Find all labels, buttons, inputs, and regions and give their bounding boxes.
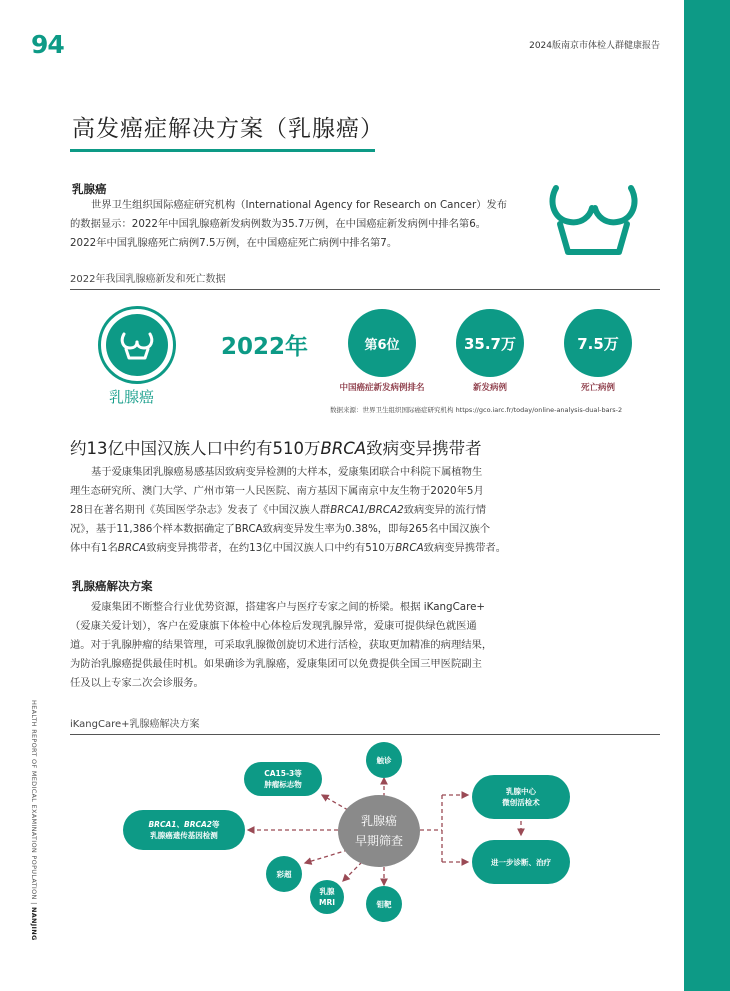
brca-line3-a: 28日在著名期刊《英国医学杂志》发表了《中国汉族人群: [70, 504, 331, 516]
palpation-node: 触诊: [366, 742, 402, 778]
brca-heading-post: 致病变异携带者: [366, 439, 482, 458]
center-node-line-1: 乳腺癌: [360, 814, 397, 828]
report-title: 2024版南京市体检人群健康报告: [529, 41, 660, 51]
side-caption: [30, 700, 38, 941]
brca-para-line-4: 况》，基于11,386个样本数据确定了BRCA致病变异发生率为0.38%，即每265名中国汉族个: [70, 523, 491, 535]
gene-test-node: [123, 810, 245, 850]
breast-icon: [546, 180, 641, 260]
solution-line-2: （爱康关爱计划），客户在爱康旗下体检中心体检后发现乳腺异常，爱康可提供绿色就医通: [70, 620, 477, 632]
stats-year: 2022年: [221, 334, 309, 360]
data-source: 数据来源：世界卫生组织国际癌症研究机构 https://gco.iarc.fr/today/online-analysis-dual-bars-2: [330, 406, 623, 414]
section-heading-breast-cancer: 乳腺癌: [72, 182, 107, 196]
brca-heading-gene: BRCA: [320, 439, 367, 458]
intro-line-3: 2022年中国乳腺癌死亡病例7.5万例，在中国癌症死亡病例中排名第7。: [70, 237, 398, 249]
solution-line-3: 道。对于乳腺肿瘤的结果管理，可采取乳腺微创旋切术进行活检，获取更加精准的病理结果，: [70, 639, 493, 651]
brca-heading: [70, 435, 482, 459]
stat-deaths-caption: 死亡病例: [580, 383, 615, 393]
side-caption-text: HEALTH REPORT OF MEDICAL EXAMINATION POPULATION |: [30, 700, 38, 907]
mri-line-2: MRI: [318, 898, 336, 907]
brca-line3-gene: BRCA1/BRCA2: [330, 504, 404, 516]
ca153-line-2: 肿瘤标志物: [264, 780, 302, 789]
breast-cancer-label: 乳腺癌: [109, 388, 155, 406]
tumor-marker-node: [244, 762, 322, 796]
solution-line-5: 任及以上专家二次会诊服务。: [70, 677, 204, 689]
stats-divider: [70, 289, 660, 290]
stat-rank-caption: 中国癌症新发病例排名: [339, 383, 425, 393]
brca-heading-pre: 约13亿中国汉族人口中约有510万: [70, 439, 321, 458]
stat-deaths-circle: 7.5万: [564, 309, 632, 377]
diagram-label: iKangCare+乳腺癌解决方案: [70, 719, 200, 730]
stats-section-label: 2022年我国乳腺癌新发和死亡数据: [70, 274, 226, 285]
brca-para-line-5: [70, 539, 620, 558]
breast-center-line-1: 乳腺中心: [506, 787, 536, 796]
page-title: 高发癌症解决方案（乳腺癌）: [72, 116, 384, 142]
intro-line-1: 世界卫生组织国际癌症研究机构（International Agency for Research on Cancer）发布: [91, 199, 508, 211]
early-screening-node: [338, 795, 420, 867]
brca-para-line-3: [70, 501, 610, 520]
page-number: 94: [31, 30, 64, 59]
gene-test-suffix: 等: [212, 820, 220, 829]
brca-line5-c: 致病变异携带者。: [423, 542, 507, 554]
mammography-node: 钼靶: [366, 886, 402, 922]
brca-line5-gene: BRCA: [117, 542, 147, 554]
ca153-line-1: CA15-3等: [264, 769, 302, 778]
stat-new-cases-caption: 新发病例: [472, 383, 507, 393]
breast-small-icon: [106, 314, 168, 376]
solution-line-4: 为防治乳腺癌提供最佳时机。如果确诊为乳腺癌，爱康集团可以免费提供全国三甲医院副主: [70, 658, 482, 670]
side-caption-city: NANJING: [30, 906, 38, 941]
side-color-bar: [684, 0, 730, 991]
brca-para-line-1: 基于爱康集团乳腺癌易感基因致病变异检测的大样本，爱康集团联合中科院下属植物生: [91, 466, 483, 478]
brca-line5-a: 体中有1名: [70, 542, 118, 554]
breast-center-line-2: 微创活检术: [502, 798, 540, 807]
gene-test-genes: BRCA1、BRCA2: [148, 820, 213, 829]
ultrasound-node: 彩超: [266, 856, 302, 892]
breast-badge: [106, 314, 168, 376]
title-underline: [70, 149, 375, 152]
breast-center-node: [472, 775, 570, 819]
stat-new-cases-circle: 35.7万: [456, 309, 524, 377]
gene-test-line-2: 乳腺癌遗传基因检测: [150, 831, 218, 840]
brca-line5-b: 致病变异携带者，在约13亿中国汉族人口中约有510万: [146, 542, 396, 554]
solution-line-1: 爱康集团不断整合行业优势资源，搭建客户与医疗专家之间的桥梁。根据 iKangCare+: [91, 601, 486, 613]
brca-line3-b: 致病变异的流行情: [403, 504, 487, 516]
center-node-line-2: 早期筛查: [354, 834, 403, 848]
brca-line5-gene2: BRCA: [395, 542, 424, 554]
further-diagnosis-node: 进一步诊断、治疗: [472, 840, 570, 884]
stat-rank-circle: 第6位: [348, 309, 416, 377]
solution-heading: 乳腺癌解决方案: [72, 579, 153, 593]
mri-line-1: 乳腺: [319, 887, 335, 896]
intro-line-2: 的数据显示：2022年中国乳腺癌新发病例数为35.7万例，在中国癌症新发病例中排名第6。: [70, 218, 487, 230]
mri-node: [310, 880, 344, 914]
brca-para-line-2: 理生态研究所、澳门大学、广州市第一人民医院、南方基因下属南京中友生物于2020年5月: [70, 485, 484, 497]
